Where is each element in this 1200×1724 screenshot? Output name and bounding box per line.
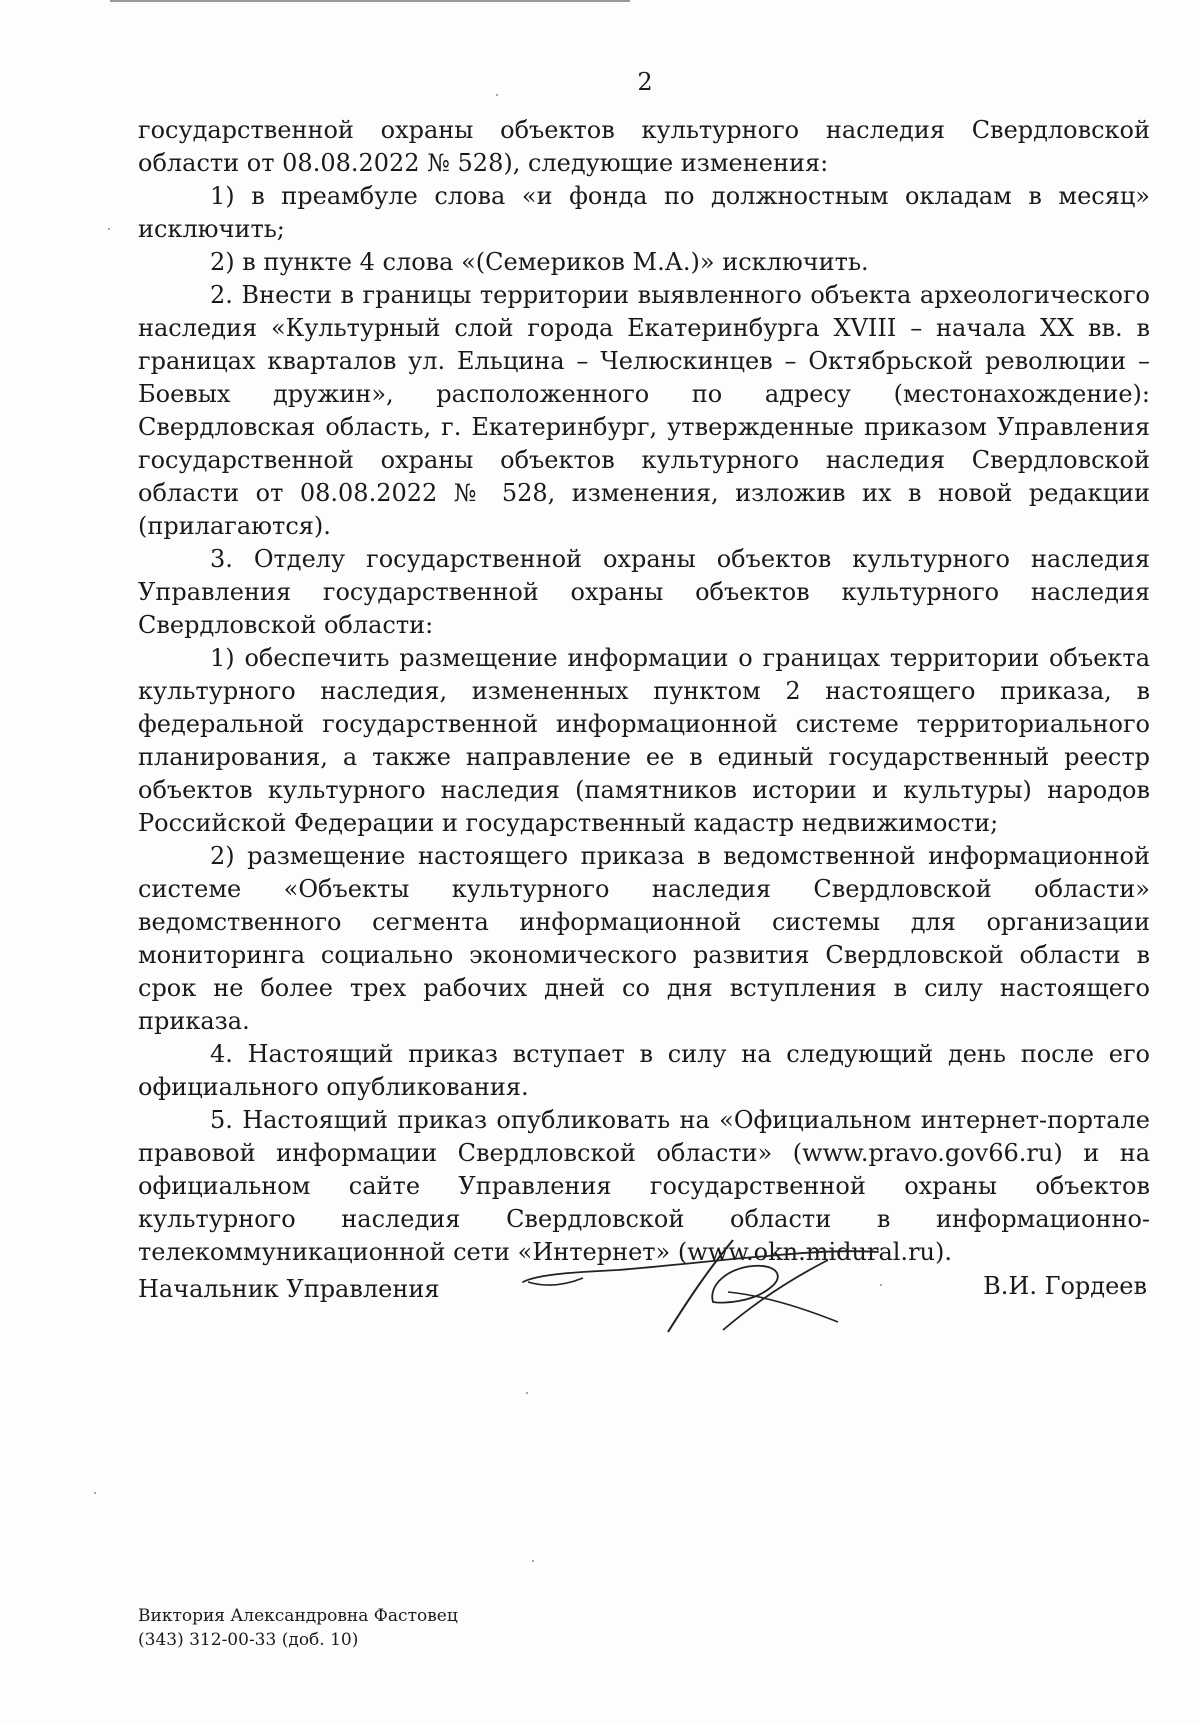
executor-footer [138,1604,458,1652]
signature-block [138,1230,1150,1340]
paragraph: 2) размещение настоящего приказа в ведомственной информационной системе «Объекты культурного наследия Свердловской области» ведомственного сегмента информационной системы для организации мониторинга социально экономического развития Свердловской области в срок не более трех рабочих дней со дня вступления в силу настоящего приказа. [138,842,1150,1035]
paragraph: 4. Настоящий приказ вступает в силу на следующий день после его официального опубликования. [138,1040,1150,1101]
signer-name: В.И. Гордеев [983,1272,1147,1300]
scan-speck [108,228,110,230]
paragraph: 1) обеспечить размещение информации о границах территории объекта культурного наследия, измененных пунктом 2 настоящего приказа, в федеральной государственной информационной системе территориального планирования, а также направление ее в единый государственный реестр объектов культурного наследия (памятников истории и культуры) народов Российской Федерации и государственный кадастр недвижимости; [138,644,1150,837]
paragraph: 2. Внести в границы территории выявленного объекта археологического наследия «Культурный слой города Екатеринбурга XVIII – начала XX вв. в границах кварталов ул. Ельцина – Челюскинцев – Октябрьской революции – Боевых дружин», расположенного по адресу (местонахождение): Свердловская область, г. Екатеринбург, утвержденные приказом Управления государственной охраны объектов культурного наследия Свердловской области от 08.08.2022 № 528, изменения, изложив их в новой редакции (прилагаются). [138,281,1150,540]
paragraph: государственной охраны объектов культурного наследия Свердловской области от 08.08.2022 № 528), следующие изменения: [138,116,1150,177]
handwritten-signature [508,1230,908,1340]
paragraph: 1) в преамбуле слова «и фонда по должностным окладам в месяц» исключить; [138,182,1150,243]
executor-name: Виктория Александровна Фастовец [138,1606,458,1626]
paragraph: 2) в пункте 4 слова «(Семериков М.А.)» исключить. [210,248,869,276]
scan-speck [880,1284,882,1286]
executor-phone: (343) 312-00-33 (доб. 10) [138,1630,359,1650]
scan-speck [94,1492,96,1494]
scan-speck [532,1560,534,1562]
body-text [138,114,1150,1269]
top-scan-rule [110,0,630,2]
paragraph: 5. Настоящий приказ опубликовать на «Официальном интернет-портале правовой информации Свердловской области» (www.pravo.gov66.ru) и на официальном сайте Управления государственной охраны объектов культурного наследия Свердловской области в информационно-телекоммуникационной сети «Интернет» (www.okn.midural.ru). [138,1106,1150,1266]
scan-speck [496,94,498,96]
page-number: 2 [637,68,653,96]
scan-speck [526,1392,528,1394]
paragraph: 3. Отделу государственной охраны объектов культурного наследия Управления государственной охраны объектов культурного наследия Свердловской области: [138,545,1150,639]
signer-position: Начальник Управления [138,1275,440,1303]
